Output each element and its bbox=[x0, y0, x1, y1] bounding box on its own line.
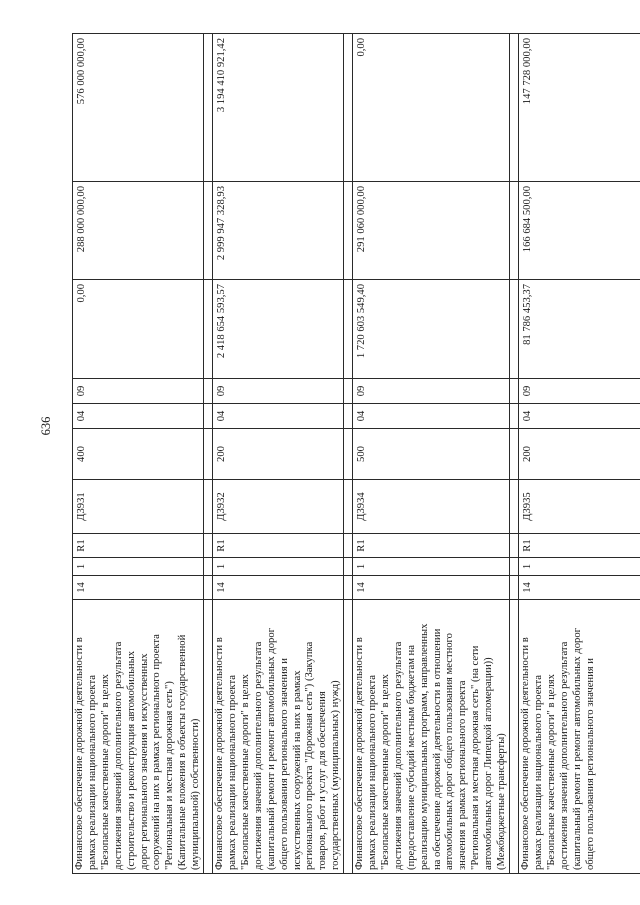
amount-year-3: 576 000 000,00 bbox=[73, 34, 204, 182]
spacer-cell bbox=[510, 558, 519, 576]
description-line: регионального проекта "Дорожная сеть") (Закупка bbox=[304, 641, 316, 870]
program-code: R1 bbox=[73, 534, 204, 558]
spacer-cell bbox=[204, 182, 213, 280]
amount-year-2: 2 999 947 328,93 bbox=[213, 182, 344, 280]
description-line: сооружений на них в рамках регионального проекта bbox=[151, 634, 163, 870]
description-line: Финансовое обеспечение дорожной деятельности в bbox=[520, 637, 531, 870]
row-spacer bbox=[204, 34, 213, 874]
description-line: "Региональная и местная дорожная сеть") bbox=[164, 681, 176, 870]
section-code: 14 bbox=[353, 576, 510, 600]
program-code: R1 bbox=[213, 534, 344, 558]
subchapter-code: 09 bbox=[353, 379, 510, 404]
description-line: "Безопасные качественные дороги" в целях bbox=[545, 674, 557, 870]
subsection-code: 1 bbox=[73, 558, 204, 576]
amount-year-2: 166 684 500,00 bbox=[519, 182, 640, 280]
spacer-cell bbox=[510, 280, 519, 379]
spacer-cell bbox=[510, 480, 519, 534]
chapter-code: 04 bbox=[73, 404, 204, 429]
description-line: достижения значений дополнительного результата bbox=[392, 641, 404, 870]
description-line: достижения значений дополнительного результата bbox=[558, 641, 570, 870]
subsection-code: 1 bbox=[213, 558, 344, 576]
amount-year-3: 0,00 bbox=[353, 34, 510, 182]
description-line: рамках реализации национального проекта bbox=[367, 675, 379, 870]
spacer-cell bbox=[344, 379, 353, 404]
spacer-cell bbox=[344, 404, 353, 429]
chapter-code: 04 bbox=[353, 404, 510, 429]
spacer-cell bbox=[204, 34, 213, 182]
description-line: значения в рамках регионального проекта bbox=[457, 680, 469, 870]
row-spacer bbox=[344, 34, 353, 874]
description-line: "Безопасные качественные дороги" в целях bbox=[239, 674, 251, 870]
subsection-code: 1 bbox=[353, 558, 510, 576]
description-line: общего пользования регионального значения и bbox=[584, 658, 596, 870]
spacer-cell bbox=[344, 480, 353, 534]
description-line: товаров, работ и услуг для обеспечения bbox=[317, 691, 329, 870]
description-line: на обеспечение дорожной деятельности в отношении bbox=[431, 628, 443, 870]
spacer-cell bbox=[344, 600, 353, 874]
chapter-code: 04 bbox=[213, 404, 344, 429]
amount-year-3: 147 728 000,00 bbox=[519, 34, 640, 182]
spacer-cell bbox=[204, 280, 213, 379]
page-number: 636 bbox=[39, 416, 53, 436]
spacer-cell bbox=[344, 576, 353, 600]
target-article-code: Д3931 bbox=[73, 480, 204, 534]
spacer-cell bbox=[510, 404, 519, 429]
amount-year-1: 1 720 603 549,40 bbox=[353, 280, 510, 379]
spacer-cell bbox=[344, 429, 353, 480]
description-line: (Капитальные вложения в объекты государственной bbox=[177, 634, 189, 870]
amount-year-1: 81 786 453,37 bbox=[519, 280, 640, 379]
description-line: дорог регионального значения и искусственных bbox=[138, 653, 150, 870]
program-code: R1 bbox=[519, 534, 640, 558]
subchapter-code: 09 bbox=[73, 379, 204, 404]
expense-type-code: 500 bbox=[353, 429, 510, 480]
description-line: (строительство и реконструкция автомобильных bbox=[125, 650, 137, 870]
description-line: рамках реализации национального проекта bbox=[86, 675, 98, 870]
table-row bbox=[73, 34, 204, 874]
spacer-cell bbox=[510, 600, 519, 874]
spacer-cell bbox=[344, 280, 353, 379]
amount-year-2: 291 060 000,00 bbox=[353, 182, 510, 280]
spacer-cell bbox=[204, 429, 213, 480]
target-article-code: Д3934 bbox=[353, 480, 510, 534]
section-code: 14 bbox=[519, 576, 640, 600]
description-line: рамках реализации национального проекта bbox=[226, 675, 238, 870]
description-line: "Безопасные качественные дороги" в целях bbox=[99, 674, 111, 870]
spacer-cell bbox=[510, 576, 519, 600]
spacer-cell bbox=[510, 182, 519, 280]
description-line: реализацию муниципальных программ, направленных bbox=[418, 623, 430, 870]
row-description bbox=[519, 600, 640, 874]
description-line: Финансовое обеспечение дорожной деятельности в bbox=[354, 637, 366, 870]
budget-table bbox=[72, 33, 640, 874]
expense-type-code: 400 bbox=[73, 429, 204, 480]
amount-year-3: 3 194 410 921,42 bbox=[213, 34, 344, 182]
spacer-cell bbox=[204, 379, 213, 404]
subchapter-code: 09 bbox=[519, 379, 640, 404]
spacer-cell bbox=[510, 379, 519, 404]
row-description bbox=[353, 600, 510, 874]
description-line: (капитальный ремонт и ремонт автомобильных дорог bbox=[265, 628, 277, 870]
description-line: общего пользования регионального значения и bbox=[278, 658, 290, 870]
spacer-cell bbox=[204, 600, 213, 874]
target-article-code: Д3935 bbox=[519, 480, 640, 534]
row-spacer bbox=[510, 34, 519, 874]
description-line: (муниципальной) собственности) bbox=[190, 718, 202, 870]
spacer-cell bbox=[510, 534, 519, 558]
expense-type-code: 200 bbox=[519, 429, 640, 480]
description-line: (предоставление субсидий местным бюджетам на bbox=[405, 645, 417, 870]
description-line: достижения значений дополнительного результата bbox=[252, 641, 264, 870]
program-code: R1 bbox=[353, 534, 510, 558]
description-line: государственных (муниципальных) нужд) bbox=[330, 680, 342, 870]
subchapter-code: 09 bbox=[213, 379, 344, 404]
spacer-cell bbox=[204, 480, 213, 534]
expense-type-code: 200 bbox=[213, 429, 344, 480]
budget-table-body bbox=[73, 34, 640, 874]
target-article-code: Д3932 bbox=[213, 480, 344, 534]
description-line: Финансовое обеспечение дорожной деятельности в bbox=[74, 637, 85, 870]
section-code: 14 bbox=[213, 576, 344, 600]
budget-table-frame bbox=[72, 34, 608, 874]
subsection-code: 1 bbox=[519, 558, 640, 576]
spacer-cell bbox=[344, 182, 353, 280]
amount-year-1: 0,00 bbox=[73, 280, 204, 379]
description-line: (Межбюджетные трансферты) bbox=[496, 733, 508, 870]
description-line: "Безопасные качественные дороги" в целях bbox=[379, 674, 391, 870]
description-line: (капитальный ремонт и ремонт автомобильных дорог bbox=[571, 628, 583, 870]
row-description bbox=[73, 600, 204, 874]
table-row bbox=[353, 34, 510, 874]
spacer-cell bbox=[344, 534, 353, 558]
description-line: Финансовое обеспечение дорожной деятельности в bbox=[214, 637, 226, 870]
description-line: автомобильных дорог Липецкой агломерации)) bbox=[483, 657, 495, 870]
description-line: искусственных сооружений на них в рамках bbox=[291, 670, 303, 870]
row-description bbox=[213, 600, 344, 874]
spacer-cell bbox=[510, 429, 519, 480]
spacer-cell bbox=[510, 34, 519, 182]
spacer-cell bbox=[204, 404, 213, 429]
description-line: достижения значений дополнительного результата bbox=[112, 641, 124, 870]
description-line: "Региональная и местная дорожная сеть" (на сети bbox=[470, 645, 482, 870]
description-line: автомобильных дорог общего пользования местного bbox=[444, 633, 456, 870]
spacer-cell bbox=[204, 534, 213, 558]
amount-year-2: 288 000 000,00 bbox=[73, 182, 204, 280]
spacer-cell bbox=[344, 34, 353, 182]
table-row bbox=[519, 34, 640, 874]
table-row bbox=[213, 34, 344, 874]
spacer-cell bbox=[204, 576, 213, 600]
spacer-cell bbox=[344, 558, 353, 576]
section-code: 14 bbox=[73, 576, 204, 600]
amount-year-1: 2 418 654 593,57 bbox=[213, 280, 344, 379]
description-line: рамках реализации национального проекта bbox=[532, 675, 544, 870]
chapter-code: 04 bbox=[519, 404, 640, 429]
spacer-cell bbox=[204, 558, 213, 576]
